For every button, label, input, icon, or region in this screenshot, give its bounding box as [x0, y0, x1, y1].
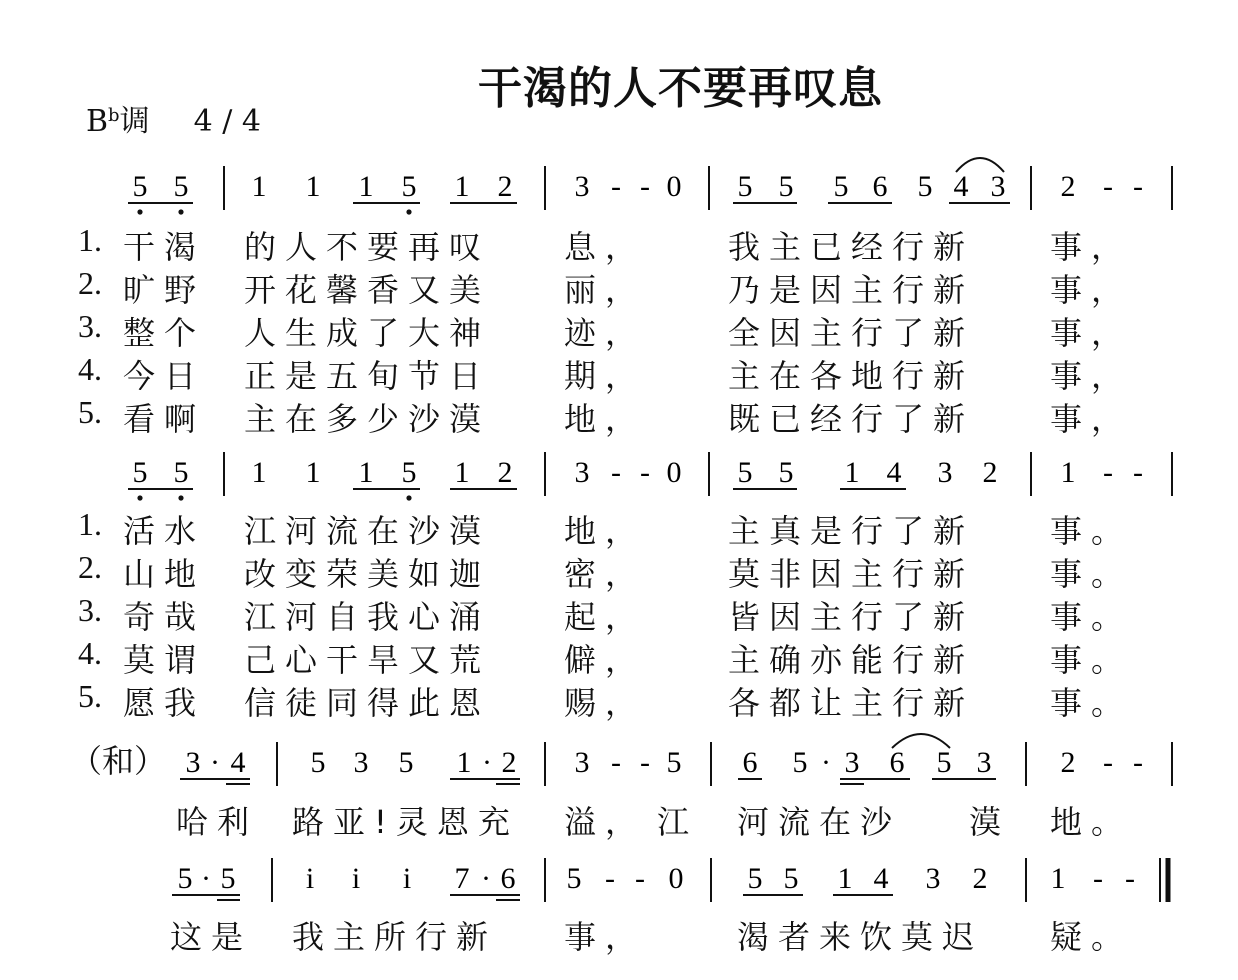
note: 0 — [666, 456, 682, 489]
note: 2 — [972, 862, 988, 895]
octave-dot — [137, 209, 142, 214]
key-letter: B — [86, 104, 109, 139]
note: - — [611, 456, 621, 489]
lyric-phrase: 己心干旱又荒 — [244, 641, 491, 679]
lyric-phrase: 干渴 — [123, 228, 206, 266]
lyric-phrase: 溢， — [564, 803, 647, 841]
note: 5 — [783, 862, 799, 895]
verse-number: 4. — [78, 351, 102, 387]
note: - — [1093, 862, 1103, 895]
note: 0 — [668, 862, 684, 895]
note: 5 — [132, 170, 148, 203]
lyric-line — [0, 351, 1238, 395]
note: 6 — [872, 170, 888, 203]
lyric-phrase: 事。 — [1050, 684, 1133, 722]
note: 1 — [358, 170, 374, 203]
lyric-phrase: 山地 — [123, 555, 206, 593]
note: 5 — [833, 170, 849, 203]
lyric-phrase: 旷野 — [123, 271, 206, 309]
octave-dot — [178, 495, 183, 500]
lyric-phrase: 密， — [564, 555, 647, 593]
lyric-phrase: 江河自我心涌 — [244, 598, 491, 636]
note: - — [1103, 170, 1113, 203]
note: - — [1133, 170, 1143, 203]
note: 4 — [953, 170, 969, 203]
song-title: 干渴的人不要再叹息 — [478, 63, 883, 114]
note: 5 — [778, 456, 794, 489]
note: 1 — [456, 746, 472, 779]
lyric-line — [0, 549, 1238, 593]
lyric-phrase: 路亚!灵恩充 — [292, 803, 519, 841]
lyric-phrase: 漠 — [969, 803, 1011, 841]
lyric-phrase: 地， — [564, 400, 647, 438]
lyric-phrase: 事， — [1050, 271, 1133, 309]
note: 1 — [844, 456, 860, 489]
lyric-phrase: 事， — [564, 918, 647, 956]
lyric-phrase: 地。 — [1050, 803, 1133, 841]
lyric-phrase: 主在多少沙漠 — [244, 400, 491, 438]
lyric-phrase: 活水 — [123, 512, 206, 550]
note: 5 — [173, 456, 189, 489]
note: 5 — [666, 746, 682, 779]
note: - — [1133, 456, 1143, 489]
chorus-label: （和） — [70, 742, 167, 780]
note: i — [402, 862, 412, 895]
note: - — [1103, 746, 1113, 779]
lyric-phrase: 正是五旬节日 — [244, 357, 491, 395]
note: 3 — [990, 170, 1006, 203]
verse-number: 1. — [78, 222, 102, 258]
note: 4 — [230, 746, 246, 779]
note: i — [305, 862, 315, 895]
lyric-phrase: 皆因主行了新 — [728, 598, 975, 636]
note: - — [611, 746, 621, 779]
note: 0 — [666, 170, 682, 203]
lyric-line — [0, 635, 1238, 679]
octave-dot — [406, 495, 411, 500]
lyric-phrase: 愿我 — [123, 684, 206, 722]
lyric-phrase: 事， — [1050, 228, 1133, 266]
note: 3 — [574, 456, 590, 489]
lyric-phrase: 这是 — [170, 918, 253, 956]
lyric-phrase: 的人不要再叹 — [244, 228, 491, 266]
lyric-line — [0, 678, 1238, 722]
note: 3 — [925, 862, 941, 895]
note: 1 — [454, 456, 470, 489]
lyric-phrase: 哈利 — [176, 803, 259, 841]
augmentation-dot: · — [210, 746, 220, 779]
verse-number: 5. — [78, 678, 102, 714]
note: - — [640, 456, 650, 489]
lyric-phrase: 主真是行了新 — [728, 512, 975, 550]
note: - — [611, 170, 621, 203]
lyric-line — [0, 394, 1238, 438]
note: 1 — [305, 456, 321, 489]
note: - — [1125, 862, 1135, 895]
lyric-phrase: 莫非因主行新 — [728, 555, 975, 593]
note: 5 — [398, 746, 414, 779]
lyric-phrase: 河流在沙 — [737, 803, 902, 841]
note: 4 — [886, 456, 902, 489]
note: 1 — [251, 456, 267, 489]
note: 4 — [873, 862, 889, 895]
note: 6 — [500, 862, 516, 895]
note: 3 — [185, 746, 201, 779]
note: 5 — [177, 862, 193, 895]
chorus-lyric-line-1 — [0, 797, 1238, 841]
key-word: 调 — [119, 104, 150, 139]
note: 5 — [747, 862, 763, 895]
note: 5 — [936, 746, 952, 779]
verse-number: 2. — [78, 265, 102, 301]
note: 6 — [889, 746, 905, 779]
note: - — [605, 862, 615, 895]
note: 5 — [566, 862, 582, 895]
augmentation-dot: · — [481, 862, 491, 895]
lyric-line — [0, 265, 1238, 309]
lyric-phrase: 疑。 — [1050, 918, 1133, 956]
lyric-phrase: 乃是因主行新 — [728, 271, 975, 309]
lyric-phrase: 信徒同得此恩 — [244, 684, 491, 722]
lyric-phrase: 整个 — [123, 314, 206, 352]
note: i — [351, 862, 361, 895]
note: 5 — [220, 862, 236, 895]
lyric-phrase: 奇哉 — [123, 598, 206, 636]
lyric-phrase: 我主所行新 — [292, 918, 498, 956]
note: 5 — [917, 170, 933, 203]
note: 2 — [501, 746, 517, 779]
note: - — [640, 746, 650, 779]
lyric-line — [0, 222, 1238, 266]
note: 1 — [251, 170, 267, 203]
note: - — [1103, 456, 1113, 489]
lyric-phrase: 各都让主行新 — [728, 684, 975, 722]
lyric-line — [0, 506, 1238, 550]
note: 3 — [937, 456, 953, 489]
note: - — [640, 170, 650, 203]
lyric-phrase: 看啊 — [123, 400, 206, 438]
lyric-phrase: 事， — [1050, 400, 1133, 438]
note: - — [1133, 746, 1143, 779]
lyric-phrase: 起， — [564, 598, 647, 636]
lyric-phrase: 江 — [657, 803, 699, 841]
lyric-phrase: 事。 — [1050, 598, 1133, 636]
note: 2 — [982, 456, 998, 489]
lyric-phrase: 迹， — [564, 314, 647, 352]
note: 6 — [742, 746, 758, 779]
verse-number: 4. — [78, 635, 102, 671]
lyric-phrase: 人生成了大神 — [244, 314, 491, 352]
note: 7 — [454, 862, 470, 895]
note: 1 — [1050, 862, 1066, 895]
lyric-phrase: 既已经行了新 — [728, 400, 975, 438]
lyric-phrase: 息， — [564, 228, 647, 266]
lyric-phrase: 主确亦能行新 — [728, 641, 975, 679]
lyric-phrase: 期， — [564, 357, 647, 395]
lyric-line — [0, 308, 1238, 352]
augmentation-dot: · — [821, 746, 831, 779]
lyric-phrase: 开花馨香又美 — [244, 271, 491, 309]
note: 3 — [574, 170, 590, 203]
note: 5 — [737, 170, 753, 203]
octave-dot — [137, 495, 142, 500]
lyric-phrase: 莫谓 — [123, 641, 206, 679]
chorus-lyric-line-2 — [0, 912, 1238, 956]
verse-number: 3. — [78, 308, 102, 344]
note: 2 — [497, 170, 513, 203]
lyric-phrase: 丽， — [564, 271, 647, 309]
lyric-phrase: 僻， — [564, 641, 647, 679]
note: 5 — [132, 456, 148, 489]
key-flat: b — [108, 105, 120, 126]
augmentation-dot: · — [201, 862, 211, 895]
note: 1 — [837, 862, 853, 895]
lyric-phrase: 全因主行了新 — [728, 314, 975, 352]
lyric-phrase: 江河流在沙漠 — [244, 512, 491, 550]
lyric-phrase: 今日 — [123, 357, 206, 395]
lyric-phrase: 我主已经行新 — [728, 228, 975, 266]
lyric-line — [0, 592, 1238, 636]
verse-number: 2. — [78, 549, 102, 585]
octave-dot — [178, 209, 183, 214]
lyric-phrase: 主在各地行新 — [728, 357, 975, 395]
time-signature: 4 / 4 — [193, 104, 261, 139]
lyric-phrase: 事。 — [1050, 512, 1133, 550]
note: 1 — [454, 170, 470, 203]
note: 2 — [1060, 170, 1076, 203]
verse-number: 3. — [78, 592, 102, 628]
lyric-phrase: 地， — [564, 512, 647, 550]
note: 5 — [401, 456, 417, 489]
lyric-phrase: 事。 — [1050, 641, 1133, 679]
lyric-phrase: 赐， — [564, 684, 647, 722]
note: 1 — [305, 170, 321, 203]
note: 5 — [310, 746, 326, 779]
note: 2 — [497, 456, 513, 489]
note: 3 — [574, 746, 590, 779]
note: 1 — [358, 456, 374, 489]
lyric-phrase: 改变荣美如迦 — [244, 555, 491, 593]
note: 3 — [844, 746, 860, 779]
octave-dot — [406, 209, 411, 214]
verse-number: 1. — [78, 506, 102, 542]
lyric-phrase: 事， — [1050, 357, 1133, 395]
note: 5 — [173, 170, 189, 203]
note: 5 — [778, 170, 794, 203]
note: 3 — [976, 746, 992, 779]
note: - — [635, 862, 645, 895]
verse-number: 5. — [78, 394, 102, 430]
note: 5 — [737, 456, 753, 489]
lyric-phrase: 事， — [1050, 314, 1133, 352]
augmentation-dot: · — [482, 746, 492, 779]
lyric-phrase: 渴者来饮莫迟 — [737, 918, 984, 956]
lyric-phrase: 事。 — [1050, 555, 1133, 593]
note: 1 — [1060, 456, 1076, 489]
note: 2 — [1060, 746, 1076, 779]
note: 5 — [792, 746, 808, 779]
note: 3 — [353, 746, 369, 779]
note: 5 — [401, 170, 417, 203]
